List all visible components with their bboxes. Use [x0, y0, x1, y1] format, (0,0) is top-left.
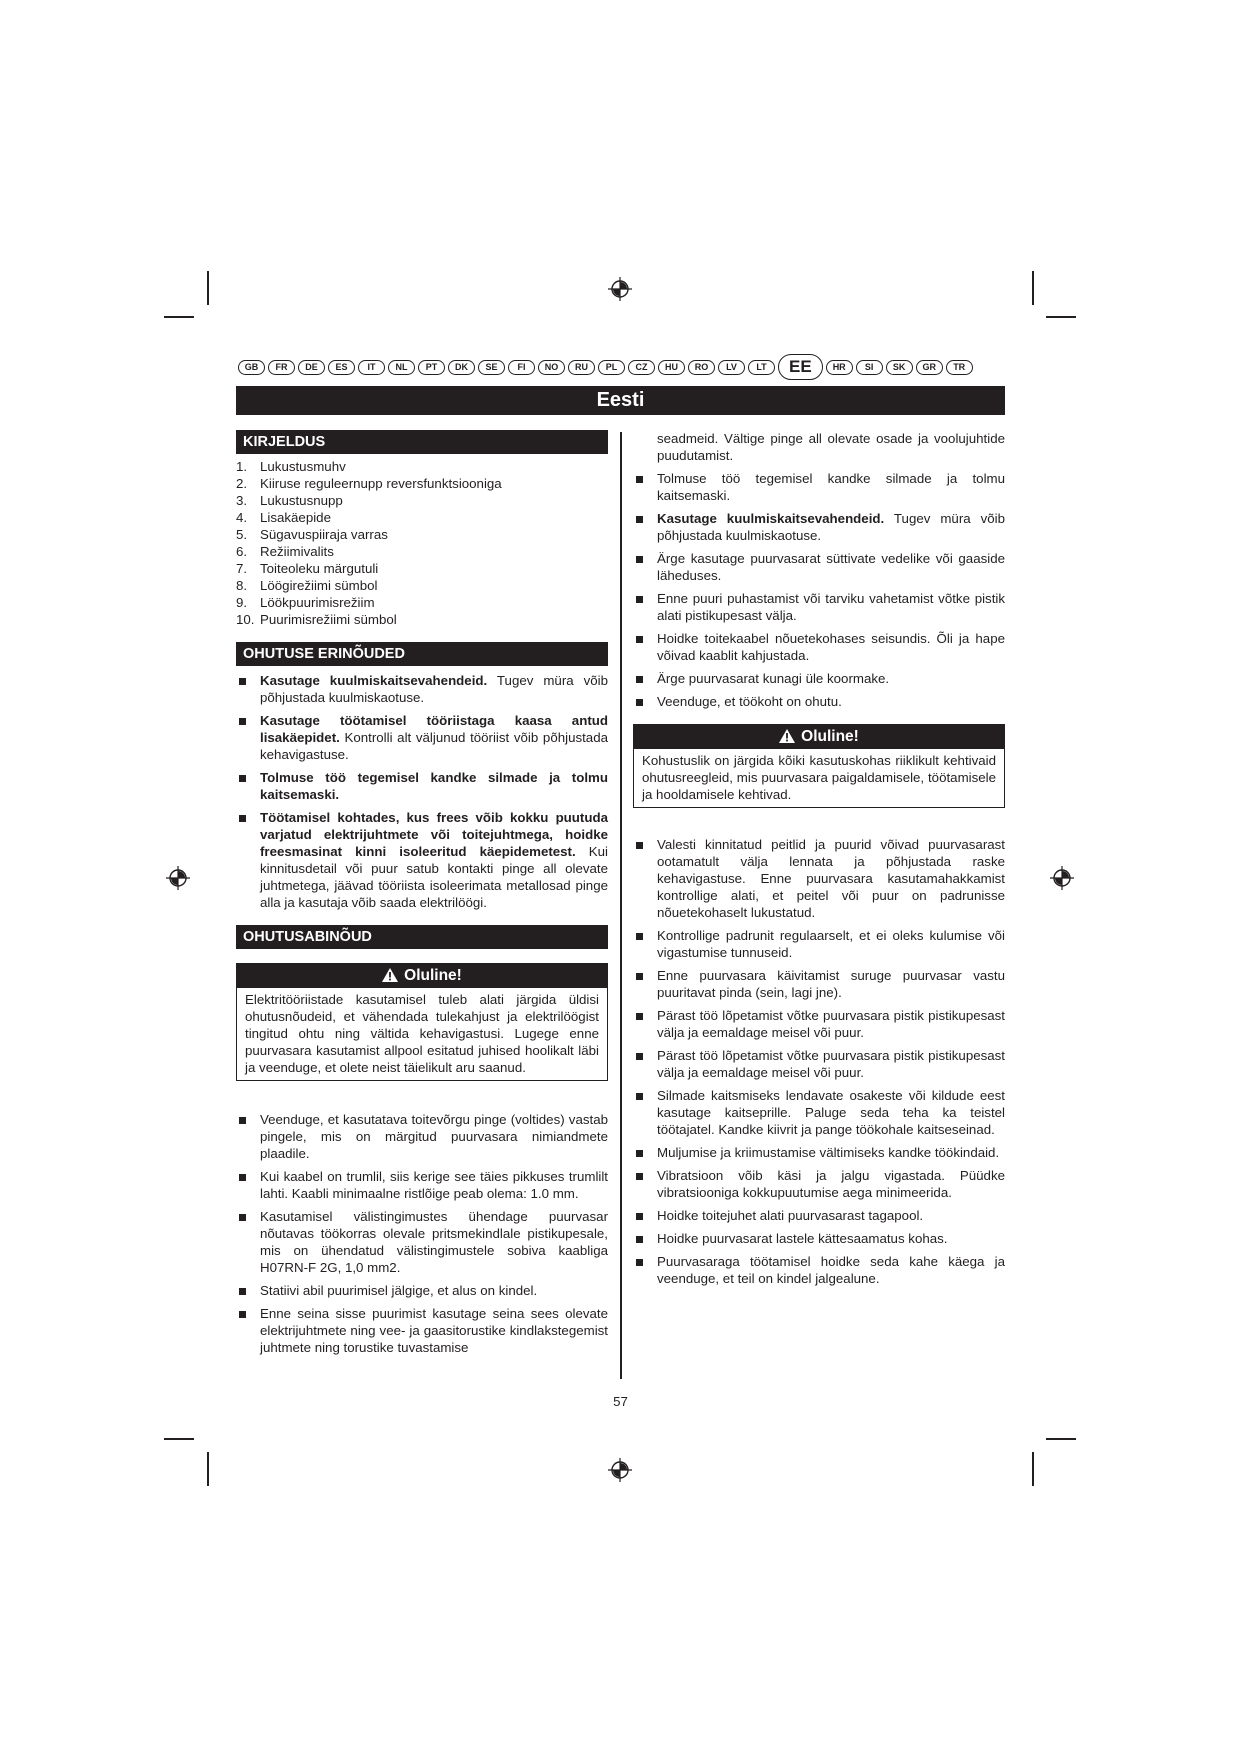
page-number: 57: [613, 1394, 628, 1409]
item-emphasis: Tolmuse töö tegemisel kandke silmade ja tolmu kaitsemaski.: [260, 770, 608, 802]
language-badge-lv[interactable]: LV: [718, 360, 745, 375]
item-label: Löögirežiimi sümbol: [260, 578, 378, 593]
right-column: [633, 430, 1005, 1293]
list-item: [236, 458, 608, 475]
list-item: [236, 809, 608, 911]
list-item: [236, 543, 608, 560]
language-badge-es[interactable]: ES: [328, 360, 355, 375]
item-text: Ärge kasutage puurvasarat süttivate vedelike või gaaside läheduses.: [657, 551, 1005, 583]
language-selector: [238, 353, 1008, 381]
item-text: Hoidke toitekaabel nõuetekohases seisundis. Õli ja hape võivad kaablit kahjustada.: [657, 631, 1005, 663]
continuation-list: [633, 430, 1005, 464]
list-item: Enne puurvasara käivitamist suruge puurvasar vastu puuritavat pinda (sein, lagi jne).: [633, 967, 1005, 1001]
item-emphasis: Kasutage kuulmiskaitsevahendeid.: [260, 673, 488, 688]
list-item: [633, 470, 1005, 504]
language-badge-nl[interactable]: NL: [388, 360, 415, 375]
list-item: Statiivi abil puurimisel jälgige, et alus on kindel.: [236, 1282, 608, 1299]
item-label: Režiimivalits: [260, 544, 334, 559]
notice-text: Kohustuslik on järgida kõiki kasutuskohas riiklikult kehtivaid ohutusreegleid, mis puurvasara paigaldamisele, töötamisele ja hooldamisele kehtivad.: [642, 753, 996, 802]
list-item: Hoidke toitejuhet alati puurvasarast tagapool.: [633, 1207, 1005, 1224]
safety-measures-list-cont: [633, 470, 1005, 710]
safety-measures-list: [236, 1111, 608, 1356]
language-badge-gr[interactable]: GR: [916, 360, 943, 375]
language-badge-pt[interactable]: PT: [418, 360, 445, 375]
registration-mark-icon: [608, 277, 632, 301]
item-text: Tolmuse töö tegemisel kandke silmade ja tolmu kaitsemaski.: [657, 471, 1005, 503]
item-number: 10.: [236, 612, 255, 627]
list-item: [236, 712, 608, 763]
item-label: Sügavuspiiraja varras: [260, 527, 388, 542]
crop-mark: [164, 316, 194, 318]
item-text: Tugev müra võib põhjustada kuulmiskaotuse.: [260, 673, 608, 705]
list-item: Pärast töö lõpetamist võtke puurvasara pistik pistikupesast välja ja eemaldage meisel või puur.: [633, 1047, 1005, 1081]
left-column: [236, 430, 608, 1362]
item-label: Kiiruse reguleernupp reversfunktsiooniga: [260, 476, 502, 491]
language-badge-fr[interactable]: FR: [268, 360, 295, 375]
notice-box: [633, 724, 1005, 808]
column-divider: [620, 432, 622, 1379]
list-item: Kui kaabel on trumlil, siis kerige see täies pikkuses trumlilt lahti. Kaabli minimaalne ristlõige peab olema: 1.0 mm.: [236, 1168, 608, 1202]
section-heading-kirjeldus: KIRJELDUS: [236, 430, 608, 454]
language-badge-si[interactable]: SI: [856, 360, 883, 375]
list-item: [236, 560, 608, 577]
item-text: Kui kinnitusdetail või puur satub kontakti pinge all olevate juhtmetega, jäävad tööriista isoleerimata metallosad pinge alla ja kasutaja võib saada elektrilöögi.: [260, 844, 609, 910]
item-text: Ärge puurvasarat kunagi üle koormake.: [657, 671, 890, 686]
item-label: Lisakäepide: [260, 510, 331, 525]
item-label: Lukustusmuhv: [260, 459, 346, 474]
item-text: Kontrolli alt väljunud tööriist võib põhjustada kehavigastuse.: [260, 730, 608, 762]
item-label: Puurimisrežiimi sümbol: [260, 612, 397, 627]
language-badge-hu[interactable]: HU: [658, 360, 685, 375]
item-label: Lukustusnupp: [260, 493, 343, 508]
safety-measures-list-more: [633, 836, 1005, 1287]
language-badge-pl[interactable]: PL: [598, 360, 625, 375]
crop-mark: [1046, 316, 1076, 318]
list-item: Hoidke puurvasarat lastele kättesaamatus kohas.: [633, 1230, 1005, 1247]
language-badge-de[interactable]: DE: [298, 360, 325, 375]
list-item: [633, 693, 1005, 710]
language-badge-ee[interactable]: EE: [778, 354, 823, 380]
notice-text: Elektritööriistade kasutamisel tuleb alati järgida üldisi ohutusnõudeid, et vähendada tulekahjust ja elektrilöögist tingitud ohtu ning vältida kehavigastusi. Lugege enne puurvasara kasutamist allpool esitatud juhised hoolikalt läbi ja veenduge, et olete neist täielikult aru saanud.: [245, 992, 599, 1075]
language-badge-no[interactable]: NO: [538, 360, 565, 375]
list-item: Pärast töö lõpetamist võtke puurvasara pistik pistikupesast välja ja eemaldage meisel või puur.: [633, 1007, 1005, 1041]
item-number: 9.: [236, 595, 248, 610]
notice-title-text: Oluline!: [404, 967, 462, 984]
language-badge-dk[interactable]: DK: [448, 360, 475, 375]
item-text: Tugev müra võib põhjustada kuulmiskaotuse.: [657, 511, 1005, 543]
list-item: [236, 526, 608, 543]
list-item: [236, 577, 608, 594]
item-emphasis: Töötamisel kohtades, kus frees võib kokku puutuda varjatud elektrijuhtmete või toitejuhtmega, hoidke freesmasinat kinni isoleeritud käepidemetest.: [260, 810, 608, 859]
language-badge-gb[interactable]: GB: [238, 360, 265, 375]
language-badge-tr[interactable]: TR: [946, 360, 973, 375]
section-heading-ohutusabinoud: OHUTUSABINÕUD: [236, 925, 608, 949]
list-item: [633, 630, 1005, 664]
parts-list: [236, 458, 608, 628]
list-item: Valesti kinnitatud peitlid ja puurid võivad puurvasarast ootamatult välja lennata ja põhjustada raske kehavigastuse. Enne puurvasara kasutamahakkamist kontrollige alati, et peitel või puur on padrunisse nõuetekohaselt lukustatud.: [633, 836, 1005, 921]
notice-title: [634, 725, 1004, 749]
item-number: 6.: [236, 544, 248, 559]
warning-icon: [382, 968, 398, 982]
crop-mark: [207, 271, 209, 305]
item-text: Veenduge, et töökoht on ohutu.: [657, 694, 842, 709]
crop-mark: [1046, 1438, 1076, 1440]
list-item: [236, 672, 608, 706]
registration-mark-icon: [608, 1458, 632, 1482]
language-badge-cz[interactable]: CZ: [628, 360, 655, 375]
list-item: Veenduge, et kasutatava toitevõrgu pinge (voltides) vastab pingele, mis on märgitud puurvasara nimiandmete plaadile.: [236, 1111, 608, 1162]
list-item: [236, 594, 608, 611]
list-item: [236, 611, 608, 628]
item-label: Löökpuurimisrežiim: [260, 595, 375, 610]
language-badge-lt[interactable]: LT: [748, 360, 775, 375]
language-badge-fi[interactable]: FI: [508, 360, 535, 375]
list-item: Silmade kaitsmiseks lendavate osakeste või kildude eest kasutage kaitseprille. Paluge seda teha ka teistel töötajatel. Kandke kiivrit ja pange töökohale kaitseseinad.: [633, 1087, 1005, 1138]
item-text: Enne puuri puhastamist või tarviku vahetamist võtke pistik alati pistikupesast välja.: [657, 591, 1005, 623]
crop-mark: [1032, 271, 1034, 305]
list-item: Vibratsioon võib käsi ja jalgu vigastada. Püüdke vibratsiooniga kokkupuutumise aega minimeerida.: [633, 1167, 1005, 1201]
item-number: 1.: [236, 459, 248, 474]
crop-mark: [207, 1452, 209, 1486]
language-badge-sk[interactable]: SK: [886, 360, 913, 375]
registration-mark-icon: [166, 866, 190, 890]
item-number: 5.: [236, 527, 248, 542]
item-label: Toiteoleku märgutuli: [260, 561, 379, 576]
list-item: Muljumise ja kriimustamise vältimiseks kandke töökindaid.: [633, 1144, 1005, 1161]
list-item: Enne seina sisse puurimist kasutage seina sees olevate elektrijuhtmete ning vee- ja gaasitorustike kindlakstegemist juhtmete ning torustike tuvastamise: [236, 1305, 608, 1356]
list-item: [236, 492, 608, 509]
list-item: Kasutamisel välistingimustes ühendage puurvasar nõutavas töökorras olevale pritsmekindlale pistikupesale, mis on ühendatud välistingimustele sobiva kaabliga H07RN-F 2G, 1,0 mm2.: [236, 1208, 608, 1276]
list-item: [236, 769, 608, 803]
item-emphasis: Kasutage kuulmiskaitsevahendeid.: [657, 511, 885, 526]
item-number: 3.: [236, 493, 248, 508]
list-item: [633, 550, 1005, 584]
language-badge-se[interactable]: SE: [478, 360, 505, 375]
item-emphasis: Kasutage töötamisel tööriistaga kaasa antud lisakäepidet.: [260, 713, 608, 745]
page-title: Eesti: [236, 386, 1005, 415]
list-item: Kontrollige padrunit regulaarselt, et ei oleks kulumise või vigastumise tunnuseid.: [633, 927, 1005, 961]
registration-mark-icon: [1050, 866, 1074, 890]
notice-box: [236, 963, 608, 1081]
language-badge-ru[interactable]: RU: [568, 360, 595, 375]
list-item: [633, 590, 1005, 624]
notice-title-text: Oluline!: [801, 728, 859, 745]
language-badge-ro[interactable]: RO: [688, 360, 715, 375]
section-heading-ohutuse: OHUTUSE ERINÕUDED: [236, 642, 608, 666]
item-number: 2.: [236, 476, 248, 491]
crop-mark: [1032, 1452, 1034, 1486]
item-number: 4.: [236, 510, 248, 525]
language-badge-it[interactable]: IT: [358, 360, 385, 375]
list-item: Puurvasaraga töötamisel hoidke seda kahe käega ja veenduge, et teil on kindel jalgealune.: [633, 1253, 1005, 1287]
crop-mark: [164, 1438, 194, 1440]
list-item: [236, 509, 608, 526]
list-item: [633, 670, 1005, 687]
language-badge-hr[interactable]: HR: [826, 360, 853, 375]
warning-icon: [779, 729, 795, 743]
list-item: [236, 475, 608, 492]
list-item: seadmeid. Vältige pinge all olevate osade ja voolujuhtide puudutamist.: [657, 431, 1005, 463]
notice-title: [237, 964, 607, 988]
item-number: 8.: [236, 578, 248, 593]
list-item: [633, 510, 1005, 544]
item-number: 7.: [236, 561, 248, 576]
safety-requirements-list: [236, 672, 608, 911]
